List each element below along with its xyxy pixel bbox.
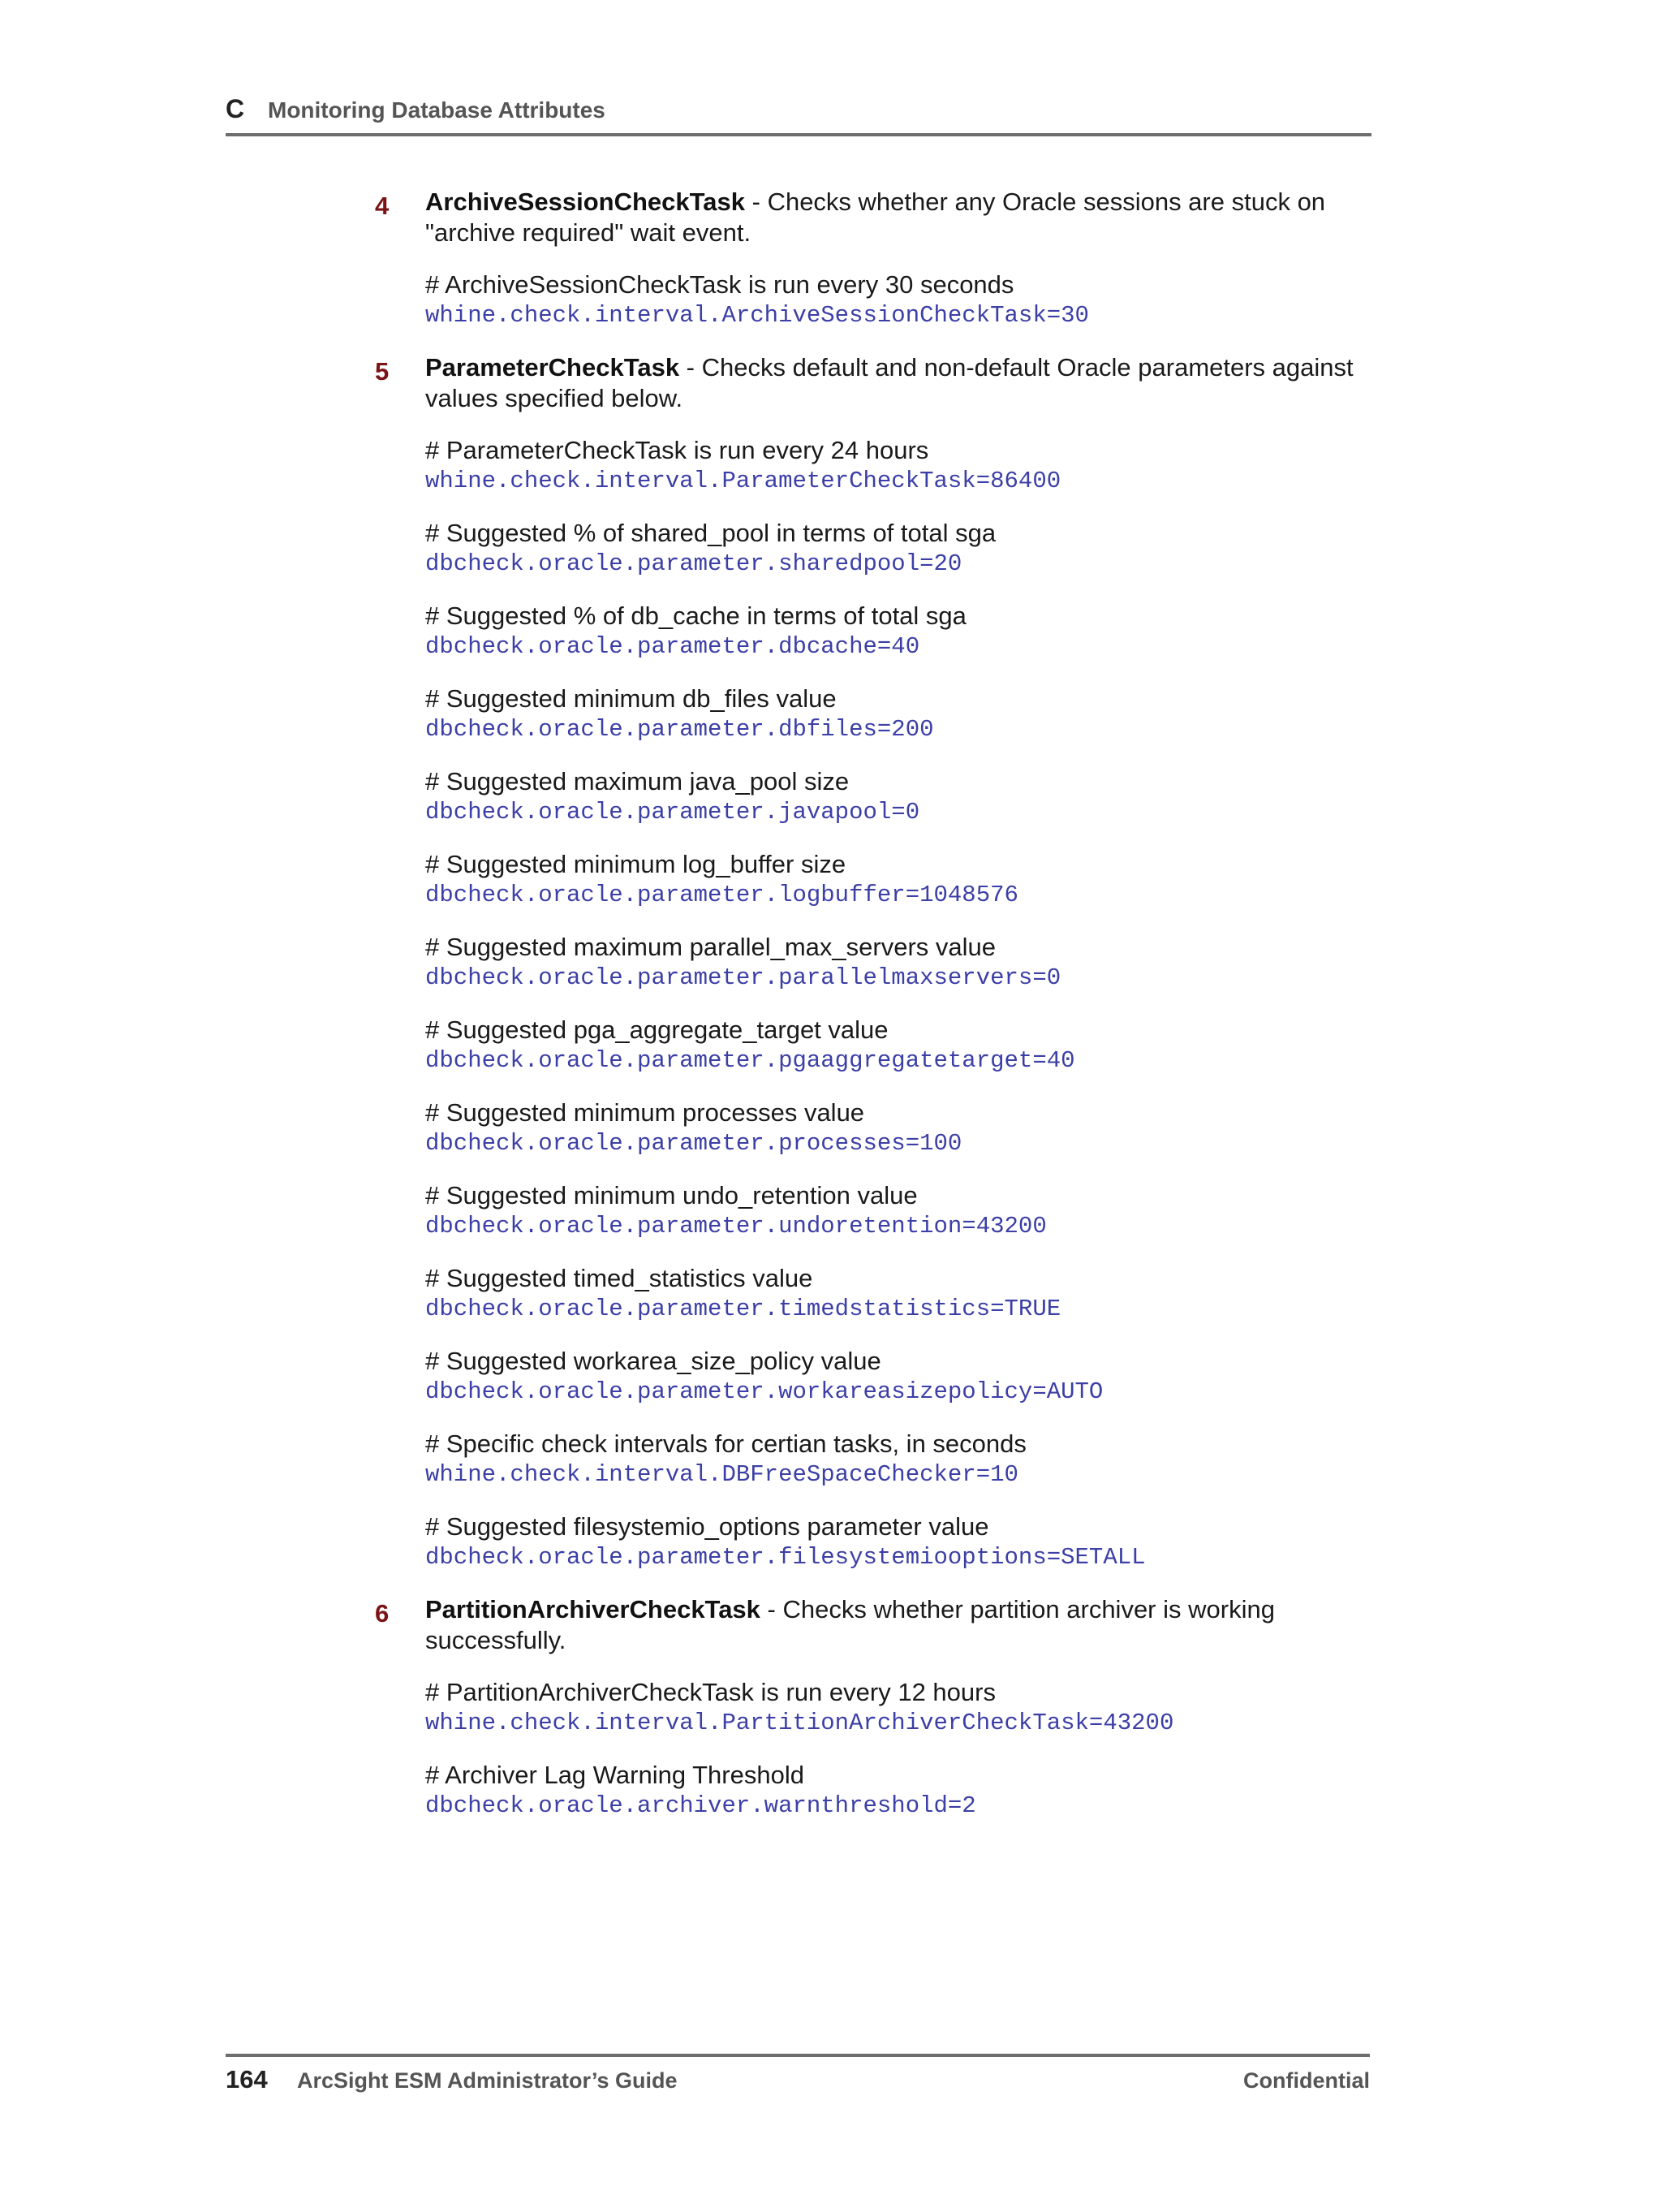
config-entry <box>425 601 1381 662</box>
config-entry <box>425 1760 1381 1822</box>
config-comment: # Suggested % of shared_pool in terms of total sga <box>425 519 997 547</box>
config-entry <box>425 683 1381 745</box>
config-comment: # Suggested timed_statistics value <box>425 1264 813 1292</box>
config-entry <box>425 1511 1381 1573</box>
document-title: ArcSight ESM Administrator’s Guide <box>297 2068 678 2093</box>
config-code-line: whine.check.interval.DBFreeSpaceChecker=10 <box>425 1461 1018 1488</box>
config-comment: # Suggested maximum parallel_max_servers value <box>425 933 996 961</box>
main-content <box>375 187 1381 1843</box>
config-comment: # ArchiveSessionCheckTask is run every 30 seconds <box>425 270 1014 299</box>
config-entry <box>425 1263 1381 1325</box>
config-entry <box>425 932 1381 994</box>
config-code-line: dbcheck.oracle.parameter.undoretention=43200 <box>425 1213 1047 1240</box>
config-comment: # Suggested % of db_cache in terms of total sga <box>425 602 967 630</box>
config-entry <box>425 269 1381 331</box>
config-code-line: dbcheck.oracle.parameter.parallelmaxservers=0 <box>425 964 1061 991</box>
config-code-line: whine.check.interval.ArchiveSessionCheckTask=30 <box>425 302 1089 329</box>
task-name: ArchiveSessionCheckTask <box>425 188 746 216</box>
config-code-line: whine.check.interval.ParameterCheckTask=86400 <box>425 468 1061 494</box>
config-entry <box>425 1180 1381 1242</box>
step-description <box>425 187 1381 248</box>
config-code-line: dbcheck.oracle.parameter.pgaaggregatetarget=40 <box>425 1047 1075 1074</box>
config-comment: # Suggested filesystemio_options parameter value <box>425 1512 989 1541</box>
step-description <box>425 1594 1381 1656</box>
config-comment: # PartitionArchiverCheckTask is run every 12 hours <box>425 1678 996 1706</box>
config-code-line: dbcheck.oracle.parameter.dbcache=40 <box>425 633 920 660</box>
config-code-line: dbcheck.oracle.parameter.timedstatistics=TRUE <box>425 1296 1061 1322</box>
config-comment: # Suggested minimum log_buffer size <box>425 850 846 878</box>
step-item <box>375 187 1381 331</box>
config-entry <box>425 1097 1381 1159</box>
task-name: ParameterCheckTask <box>425 353 680 382</box>
step-number: 5 <box>375 357 390 386</box>
step-item <box>375 1594 1381 1822</box>
step-number: 4 <box>375 192 390 220</box>
config-comment: # Suggested maximum java_pool size <box>425 767 850 796</box>
config-entry <box>425 1429 1381 1490</box>
config-comment: # Suggested minimum processes value <box>425 1098 865 1127</box>
config-code-line: dbcheck.oracle.parameter.workareasizepolicy=AUTO <box>425 1378 1104 1405</box>
config-comment: # Specific check intervals for certian tasks, in seconds <box>425 1429 1027 1458</box>
config-code-line: whine.check.interval.PartitionArchiverCheckTask=43200 <box>425 1710 1174 1736</box>
config-code-line: dbcheck.oracle.parameter.dbfiles=200 <box>425 716 934 743</box>
page-footer <box>226 2054 1370 2098</box>
config-entry <box>425 849 1381 911</box>
config-code-line: dbcheck.oracle.parameter.filesystemiooptions=SETALL <box>425 1544 1146 1571</box>
config-code-line: dbcheck.oracle.archiver.warnthreshold=2 <box>425 1792 976 1819</box>
config-code-line: dbcheck.oracle.parameter.sharedpool=20 <box>425 550 962 577</box>
task-description-text: - Checks default and non-default Oracle parameters against values specified below. <box>425 353 1354 412</box>
confidentiality-label: Confidential <box>1243 2068 1370 2093</box>
config-entry <box>425 518 1381 580</box>
config-code-line: dbcheck.oracle.parameter.javapool=0 <box>425 799 920 826</box>
config-comment: # Archiver Lag Warning Threshold <box>425 1761 804 1789</box>
config-comment: # Suggested minimum undo_retention value <box>425 1181 918 1209</box>
config-code-line: dbcheck.oracle.parameter.logbuffer=1048576 <box>425 882 1018 908</box>
config-entry <box>425 435 1381 497</box>
step-description <box>425 352 1381 414</box>
config-comment: # Suggested minimum db_files value <box>425 684 837 713</box>
step-number: 6 <box>375 1599 390 1628</box>
task-description-text: - Checks whether any Oracle sessions are stuck on "archive required" wait event. <box>425 188 1326 247</box>
config-entry <box>425 1346 1381 1408</box>
step-item <box>375 352 1381 1573</box>
config-comment: # Suggested pga_aggregate_target value <box>425 1015 889 1044</box>
config-comment: # ParameterCheckTask is run every 24 hours <box>425 436 929 464</box>
config-entry <box>425 766 1381 828</box>
chapter-title: Monitoring Database Attributes <box>268 97 605 123</box>
page-number: 164 <box>226 2065 268 2093</box>
task-name: PartitionArchiverCheckTask <box>425 1595 760 1623</box>
config-code-line: dbcheck.oracle.parameter.processes=100 <box>425 1130 962 1157</box>
config-entry <box>425 1015 1381 1076</box>
page-header <box>226 91 1371 136</box>
chapter-letter: C <box>226 94 245 123</box>
task-description-text: - Checks whether partition archiver is working successfully. <box>425 1595 1275 1654</box>
config-entry <box>425 1677 1381 1739</box>
config-comment: # Suggested workarea_size_policy value <box>425 1347 881 1375</box>
